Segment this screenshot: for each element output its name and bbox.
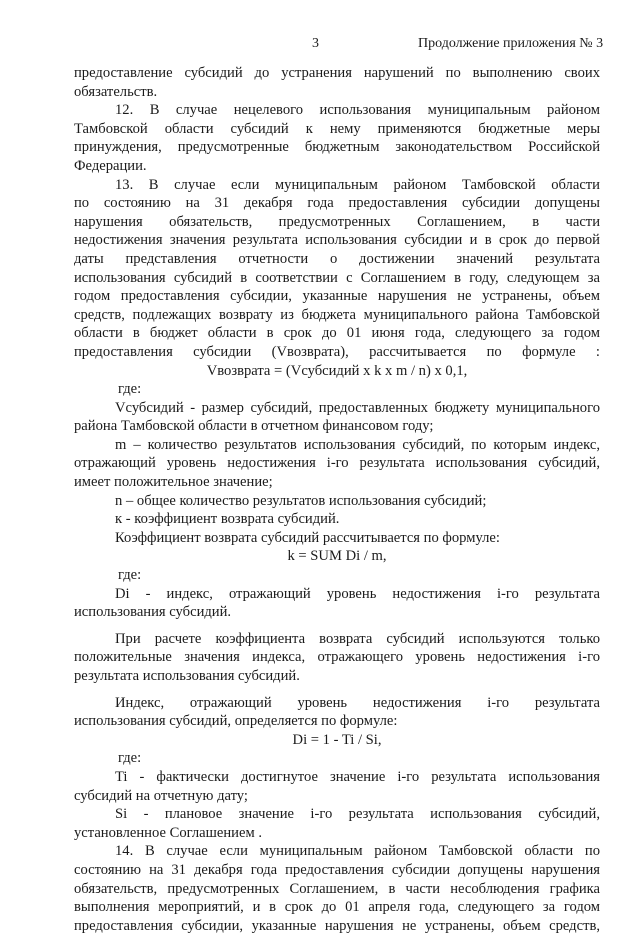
- text-line: Si - плановое значение i-го результата использования субсидий,: [115, 806, 600, 823]
- text-line: использования субсидий.: [74, 604, 232, 621]
- text-line: Федерации.: [74, 157, 147, 174]
- formula-line: Vвозврата = (Vсубсидий x k x m / n) x 0,1,: [206, 362, 468, 379]
- text-line: m – количество результатов использования субсидий, по которым индекс,: [115, 436, 600, 453]
- text-line: установленное Соглашением .: [74, 824, 262, 841]
- text-line: по состоянию на 31 декабря года предоставления субсидии допущены: [74, 195, 600, 212]
- text-line: средств, подлежащих возврату из бюджета муниципального района Тамбовской: [74, 306, 600, 323]
- text-line: к - коэффициент возврата субсидий.: [115, 511, 340, 528]
- text-line: предоставление субсидий до устранения нарушений по выполнению своих: [74, 65, 600, 81]
- text-line: Vсубсидий - размер субсидий, предоставленных бюджету муниципального: [115, 399, 600, 416]
- text-line: недостижения значения результата использования субсидии и в срок до первой: [74, 232, 600, 249]
- text-line: положительные значения индекса, отражающего уровень недостижения i-го: [74, 649, 600, 666]
- text-line: годом предоставления субсидии, указанные нарушения не устранены, объем: [74, 288, 600, 305]
- continuation-note: Продолжение приложения № 3: [418, 36, 604, 51]
- text-line: обязательств.: [74, 83, 158, 100]
- text-line: где:: [118, 567, 142, 584]
- text-line: 12. В случае нецелевого использования муниципальным районом: [115, 102, 600, 119]
- text-line: отражающий уровень недостижения i-го результата использования субсидий,: [74, 455, 600, 472]
- document-body: [74, 64, 600, 935]
- text-line: предоставления субсидии, указанные нарушения не устранены, объем средств,: [74, 917, 600, 934]
- text-line: области в бюджет области в срок до 01 июня года, следующего за годом: [74, 325, 600, 342]
- text-line: состоянию на 31 декабря года предоставления субсидии допущены нарушения: [74, 861, 600, 878]
- text-line: 14. В случае если муниципальным районом Тамбовской области по: [115, 843, 600, 860]
- text-line: даты представления отчетности о достижении значений результата: [74, 250, 600, 267]
- text-line: где:: [118, 381, 142, 398]
- text-line: обязательств, предусмотренных Соглашением, в части несоблюдения графика: [74, 880, 600, 897]
- text-line: выполнения мероприятий, и в срок до 01 апреля года, следующего за годом: [74, 899, 600, 916]
- text-line: результата использования субсидий.: [74, 668, 300, 684]
- text-line: принуждения, предусмотренные бюджетным законодательством Российской: [74, 139, 600, 156]
- text-line: где:: [118, 750, 142, 767]
- text-line: Коэффициент возврата субсидий рассчитывается по формуле:: [115, 529, 500, 546]
- text-line: нарушения обязательств, предусмотренных Соглашением, в части: [74, 213, 600, 230]
- text-line: имеет положительное значение;: [74, 474, 273, 491]
- text-line: Di - индекс, отражающий уровень недостижения i-го результата: [115, 585, 600, 602]
- text-line: предоставления субсидии (Vвозврата), рассчитывается по формуле :: [74, 343, 600, 360]
- text-line: n – общее количество результатов использования субсидий;: [115, 492, 487, 509]
- formula-line: k = SUM Di / m,: [287, 548, 387, 565]
- text-line: субсидий на отчетную дату;: [74, 787, 248, 804]
- text-line: района Тамбовской области в отчетном финансовом году;: [74, 418, 434, 435]
- text-line: использования субсидий в соответствии с Соглашением в году, следующем за: [74, 269, 600, 286]
- page-number: 3: [312, 36, 319, 51]
- text-line: Индекс, отражающий уровень недостижения i-го результата: [115, 694, 600, 711]
- text-line: использования субсидий, определяется по формуле:: [74, 713, 398, 730]
- formula-line: Di = 1 - Ti / Si,: [292, 731, 382, 748]
- text-line: Тамбовской области субсидий к нему применяются бюджетные меры: [74, 120, 600, 137]
- text-line: При расчете коэффициента возврата субсидий используются только: [115, 630, 600, 647]
- text-line: 13. В случае если муниципальным районом Тамбовской области: [115, 176, 600, 193]
- text-line: Ti - фактически достигнутое значение i-го результата использования: [115, 768, 600, 785]
